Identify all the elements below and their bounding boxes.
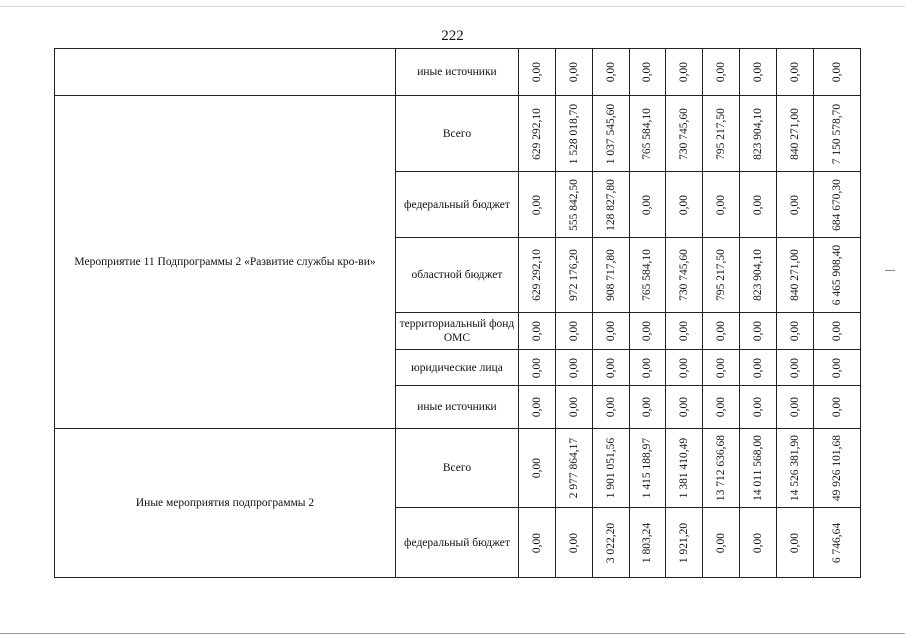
- value-cell: [813, 386, 860, 429]
- value-cell: [813, 49, 860, 96]
- value-cell: [592, 49, 629, 96]
- funding-source-cell: Всего: [396, 429, 519, 508]
- scan-line-top: [0, 6, 905, 7]
- value-cell: [776, 508, 813, 578]
- value-text: 0,00: [530, 532, 543, 553]
- value-text: 0,00: [641, 61, 654, 83]
- value-text: 795 217,50: [715, 107, 728, 160]
- value-text: 128 827,80: [604, 178, 617, 231]
- value-cell: [555, 238, 592, 313]
- value-cell: [740, 238, 777, 313]
- value-text: 1 415 188,97: [641, 437, 654, 499]
- value-text: 908 717,80: [604, 249, 617, 301]
- value-text: 0,00: [788, 61, 801, 83]
- value-cell: [629, 386, 666, 429]
- value-cell: [666, 429, 703, 508]
- value-text: 0,00: [567, 396, 580, 418]
- value-text: 2 977 864,17: [567, 437, 580, 499]
- value-cell: [518, 429, 555, 508]
- value-text: 0,00: [752, 532, 764, 553]
- value-cell: [776, 172, 813, 238]
- value-cell: [518, 350, 555, 386]
- value-cell: [703, 386, 740, 429]
- value-text: 840 271,00: [788, 249, 801, 301]
- value-cell: [813, 508, 860, 578]
- value-text: 840 271,00: [788, 107, 801, 160]
- scan-line-bottom: [0, 633, 905, 634]
- value-cell: [813, 313, 860, 350]
- value-cell: [666, 238, 703, 313]
- value-text: 0,00: [715, 357, 728, 378]
- value-cell: [740, 508, 777, 578]
- table-row: [55, 96, 861, 172]
- value-text: 0,00: [678, 320, 691, 342]
- value-text: 629 292,10: [530, 249, 543, 301]
- value-cell: [518, 238, 555, 313]
- value-text: 0,00: [641, 320, 654, 342]
- value-cell: [666, 386, 703, 429]
- value-text: 0,00: [567, 357, 580, 378]
- funding-source-cell: иные источники: [396, 386, 519, 429]
- value-text: 730 745,60: [678, 249, 691, 301]
- value-text: 49 926 101,68: [830, 434, 843, 502]
- value-cell: [592, 172, 629, 238]
- value-text: 0,00: [604, 357, 617, 378]
- value-text: 1 381 410,49: [678, 437, 691, 499]
- value-cell: [592, 429, 629, 508]
- value-text: 0,00: [752, 396, 764, 418]
- value-cell: [555, 313, 592, 350]
- value-cell: [666, 508, 703, 578]
- value-text: 684 670,30: [830, 178, 843, 231]
- value-text: 7 150 578,70: [830, 103, 843, 164]
- scan-mark-right: [885, 270, 895, 271]
- value-cell: [518, 386, 555, 429]
- value-cell: [555, 429, 592, 508]
- budget-table: [54, 48, 861, 578]
- value-text: 0,00: [788, 396, 801, 418]
- value-cell: [629, 350, 666, 386]
- value-text: 1 803,24: [641, 522, 654, 563]
- value-text: 823 904,10: [752, 249, 764, 301]
- measure-name-cell: Иные мероприятия подпрограммы 2: [55, 429, 396, 578]
- value-cell: [555, 508, 592, 578]
- value-cell: [629, 49, 666, 96]
- funding-source-cell: юридические лица: [396, 350, 519, 386]
- funding-source-cell: Всего: [396, 96, 519, 172]
- value-text: 0,00: [567, 320, 580, 342]
- value-cell: [703, 96, 740, 172]
- value-text: 765 584,10: [641, 107, 654, 160]
- value-cell: [592, 238, 629, 313]
- value-cell: [776, 49, 813, 96]
- value-text: 0,00: [530, 194, 543, 215]
- value-cell: [740, 49, 777, 96]
- value-cell: [666, 313, 703, 350]
- value-text: 730 745,60: [678, 107, 691, 160]
- value-text: 0,00: [530, 357, 543, 378]
- value-text: 0,00: [830, 320, 843, 342]
- value-text: 1 921,20: [678, 522, 691, 563]
- value-cell: [813, 429, 860, 508]
- value-text: 13 712 636,68: [715, 434, 728, 502]
- page-number: 222: [441, 28, 464, 44]
- value-cell: [518, 508, 555, 578]
- value-text: 1 037 545,60: [604, 103, 617, 164]
- funding-source-cell: областной бюджет: [396, 238, 519, 313]
- value-cell: [592, 350, 629, 386]
- value-text: 0,00: [530, 396, 543, 418]
- measure-name-cell: Мероприятие 11 Подпрограммы 2 «Развитие службы кро-ви»: [55, 96, 396, 429]
- value-cell: [703, 49, 740, 96]
- value-cell: [740, 350, 777, 386]
- value-cell: [813, 350, 860, 386]
- value-cell: [592, 313, 629, 350]
- value-text: 0,00: [830, 396, 843, 418]
- value-text: 0,00: [678, 357, 691, 378]
- value-cell: [629, 429, 666, 508]
- value-cell: [592, 386, 629, 429]
- value-text: 0,00: [752, 61, 764, 83]
- value-text: 972 176,20: [567, 249, 580, 301]
- value-text: 0,00: [788, 532, 801, 553]
- value-text: 1 901 051,56: [604, 437, 617, 499]
- value-cell: [555, 172, 592, 238]
- value-text: 0,00: [604, 61, 617, 83]
- value-text: 0,00: [604, 320, 617, 342]
- value-cell: [555, 49, 592, 96]
- value-text: 795 217,50: [715, 249, 728, 301]
- value-text: 629 292,10: [530, 107, 543, 160]
- value-text: 0,00: [678, 396, 691, 418]
- value-text: 0,00: [604, 396, 617, 418]
- value-text: 6 465 908,40: [830, 244, 843, 306]
- value-cell: [813, 238, 860, 313]
- value-text: 823 904,10: [752, 107, 764, 160]
- value-text: 0,00: [715, 532, 728, 553]
- value-cell: [629, 238, 666, 313]
- value-cell: [518, 49, 555, 96]
- value-text: 0,00: [752, 320, 764, 342]
- value-cell: [629, 96, 666, 172]
- value-text: 14 526 381,90: [788, 434, 801, 502]
- funding-source-cell: федеральный бюджет: [396, 508, 519, 578]
- value-cell: [666, 350, 703, 386]
- table-row: [55, 49, 861, 96]
- value-cell: [629, 313, 666, 350]
- value-cell: [703, 350, 740, 386]
- value-text: 1 528 018,70: [567, 103, 580, 164]
- value-text: 0,00: [678, 194, 691, 215]
- value-cell: [703, 238, 740, 313]
- value-text: 0,00: [752, 194, 764, 215]
- value-text: 0,00: [830, 61, 843, 83]
- value-cell: [813, 96, 860, 172]
- value-cell: [518, 313, 555, 350]
- value-cell: [776, 238, 813, 313]
- table-row: [55, 429, 861, 508]
- value-cell: [776, 96, 813, 172]
- value-text: 0,00: [678, 61, 691, 83]
- value-cell: [703, 508, 740, 578]
- value-text: 0,00: [530, 457, 543, 479]
- value-cell: [666, 172, 703, 238]
- value-text: 0,00: [715, 61, 728, 83]
- value-cell: [666, 96, 703, 172]
- value-text: 0,00: [715, 396, 728, 418]
- value-cell: [703, 429, 740, 508]
- value-cell: [776, 350, 813, 386]
- value-cell: [776, 313, 813, 350]
- value-text: 765 584,10: [641, 249, 654, 301]
- value-cell: [555, 386, 592, 429]
- value-text: 0,00: [567, 532, 580, 553]
- funding-source-cell: федеральный бюджет: [396, 172, 519, 238]
- value-text: 555 842,50: [567, 178, 580, 231]
- value-cell: [518, 96, 555, 172]
- value-cell: [740, 172, 777, 238]
- value-cell: [776, 429, 813, 508]
- value-text: 0,00: [530, 320, 543, 342]
- value-text: 0,00: [788, 320, 801, 342]
- value-cell: [666, 49, 703, 96]
- value-text: 0,00: [567, 61, 580, 83]
- value-text: 6 746,64: [830, 522, 843, 563]
- value-cell: [518, 172, 555, 238]
- measure-name-cell: [55, 49, 396, 96]
- value-cell: [592, 96, 629, 172]
- value-cell: [703, 172, 740, 238]
- value-text: 14 011 568,00: [752, 435, 764, 501]
- value-text: 0,00: [641, 357, 654, 378]
- value-cell: [740, 386, 777, 429]
- value-text: 0,00: [830, 357, 843, 378]
- funding-source-cell: территориальный фонд ОМС: [396, 313, 519, 350]
- value-text: 3 022,20: [604, 522, 617, 563]
- funding-source-cell: иные источники: [396, 49, 519, 96]
- value-text: 0,00: [641, 194, 654, 215]
- value-cell: [703, 313, 740, 350]
- value-text: 0,00: [530, 61, 543, 83]
- value-cell: [813, 172, 860, 238]
- value-text: 0,00: [715, 194, 728, 215]
- value-cell: [740, 429, 777, 508]
- value-text: 0,00: [715, 320, 728, 342]
- value-cell: [592, 508, 629, 578]
- value-cell: [776, 386, 813, 429]
- value-cell: [740, 313, 777, 350]
- value-cell: [555, 96, 592, 172]
- value-text: 0,00: [788, 194, 801, 215]
- value-cell: [555, 350, 592, 386]
- value-cell: [740, 96, 777, 172]
- value-text: 0,00: [788, 357, 801, 378]
- value-text: 0,00: [641, 396, 654, 418]
- value-cell: [629, 508, 666, 578]
- value-text: 0,00: [752, 357, 764, 378]
- value-cell: [629, 172, 666, 238]
